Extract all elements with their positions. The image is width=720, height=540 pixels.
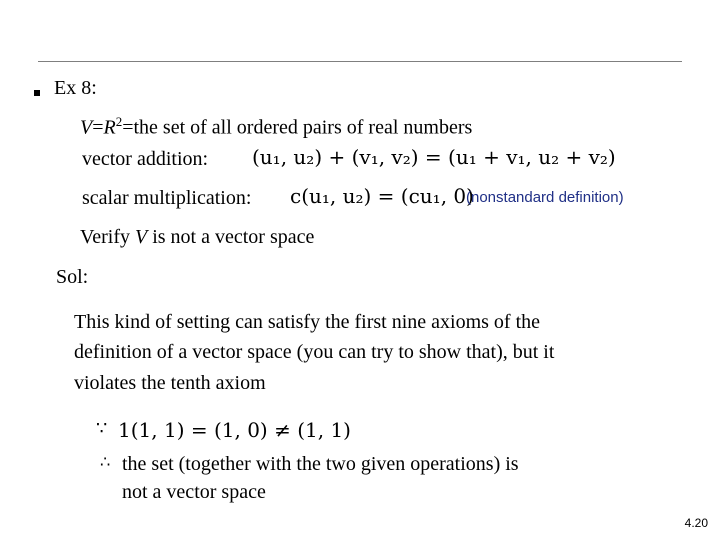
v-definition-text: =the set of all ordered pairs of real numbers: [122, 116, 473, 139]
vector-addition-label: vector addition:: [82, 148, 209, 170]
verify-suffix: is not a vector space: [152, 226, 315, 248]
solution-label: Sol:: [56, 266, 89, 288]
conclusion-line-1: the set (together with the two given operations) is: [122, 453, 519, 475]
vector-addition-formula: (u₁, u₂) + (v₁, v₂) = (u₁ + v₁, u₂ + v₂): [252, 145, 616, 169]
verify-v-symbol: V: [134, 226, 148, 248]
page-number: 4.20: [684, 516, 708, 530]
scalar-multiplication-formula: c(u₁, u₂) = (cu₁, 0): [290, 184, 474, 208]
title-divider: [38, 61, 682, 62]
because-symbol-icon: ∵: [96, 418, 108, 439]
verify-prefix: Verify: [80, 226, 130, 248]
body-line-2: definition of a vector space (you can try to show that), but it: [74, 341, 555, 363]
bullet-square-icon: [34, 90, 40, 96]
equals-sign: =: [92, 116, 104, 139]
body-line-1: This kind of setting can satisfy the first nine axioms of the: [74, 311, 541, 333]
scalar-multiplication-label: scalar multiplication:: [82, 187, 252, 209]
verify-statement: [80, 225, 314, 249]
r-symbol: R: [103, 116, 116, 139]
body-line-3: violates the tenth axiom: [74, 372, 266, 394]
nonstandard-note: (nonstandard definition): [466, 189, 624, 206]
v-definition: [80, 110, 472, 140]
r-superscript: 2: [115, 114, 123, 129]
example-label: Ex 8:: [54, 77, 97, 99]
axiom-formula: 1(1, 1) = (1, 0) ≠ (1, 1): [118, 418, 351, 442]
v-symbol: V: [80, 116, 93, 139]
conclusion-line-2: not a vector space: [122, 481, 266, 503]
therefore-symbol-icon: ∴: [100, 452, 111, 471]
